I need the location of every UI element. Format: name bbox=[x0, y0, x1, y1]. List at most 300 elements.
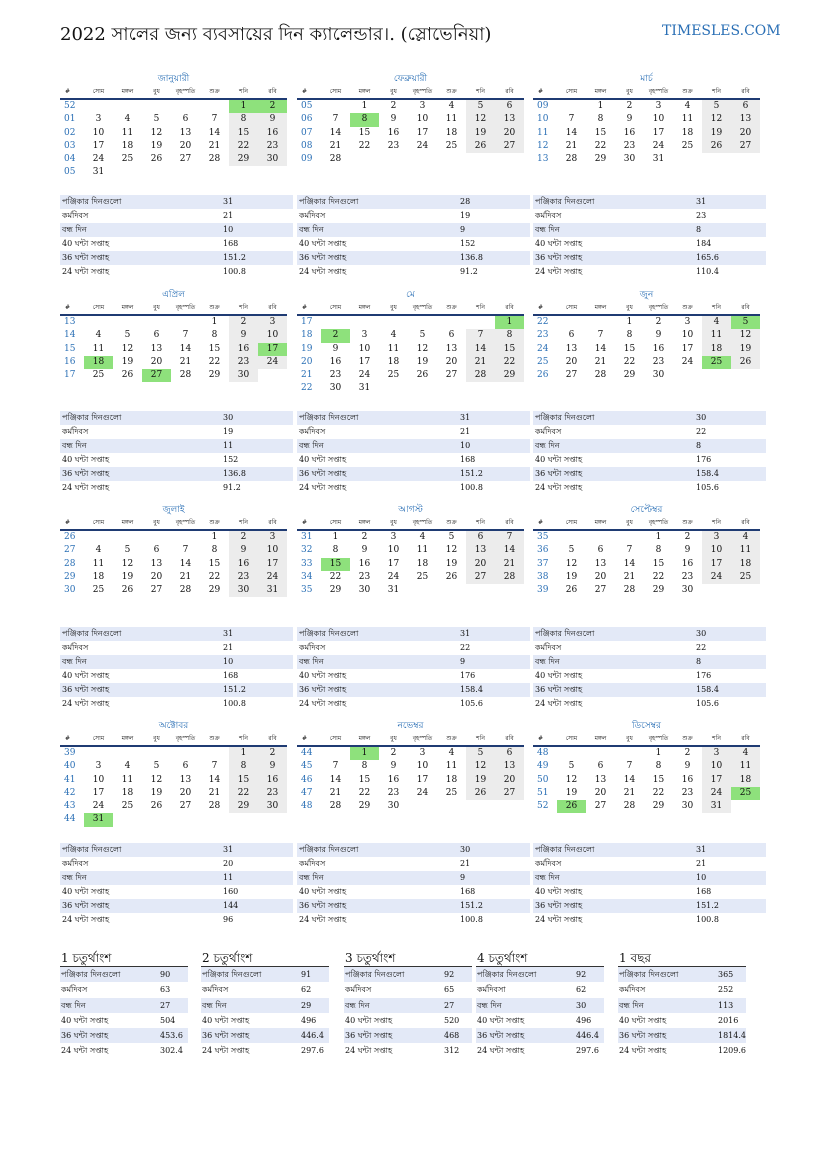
day-cell bbox=[142, 315, 171, 329]
day-cell bbox=[495, 584, 524, 597]
stat-value: 158.4 bbox=[694, 683, 766, 697]
day-cell: 10 bbox=[258, 329, 287, 342]
weekday-header: শুক্র bbox=[200, 86, 229, 99]
weekday-header: শনি bbox=[466, 86, 495, 99]
week-row bbox=[60, 571, 287, 584]
stat-value: 27 bbox=[443, 998, 472, 1013]
stat-value: 168 bbox=[460, 455, 476, 464]
day-cell: 29 bbox=[329, 585, 342, 596]
day-cell: 28 bbox=[208, 154, 221, 165]
day-cell: 20 bbox=[466, 558, 495, 571]
stat-value: 29 bbox=[300, 998, 329, 1013]
stat-label: 36 ঘন্টা সপ্তাহ bbox=[201, 1028, 300, 1043]
weekday-header: বৃহস্পতি bbox=[644, 86, 673, 99]
stat-value: 158.4 bbox=[694, 467, 766, 481]
stat-label: 40 ঘন্টা সপ্তাহ bbox=[477, 1015, 525, 1025]
week-number: 15 bbox=[64, 343, 76, 354]
day-cell: 16 bbox=[681, 558, 694, 569]
stat-label: 40 ঘন্টা সপ্তাহ bbox=[299, 887, 347, 896]
weekday-header: শুক্র bbox=[673, 517, 702, 530]
day-cell: 30 bbox=[258, 800, 287, 813]
stat-label: 24 ঘন্টা সপ্তাহ bbox=[477, 1046, 525, 1056]
stat-value: 365 bbox=[717, 967, 746, 982]
day-cell: 19 bbox=[150, 787, 163, 798]
month-table bbox=[533, 86, 760, 166]
day-cell bbox=[702, 369, 731, 382]
month-name: জুলাই bbox=[162, 505, 185, 515]
day-cell: 2 bbox=[684, 532, 691, 542]
day-cell bbox=[379, 315, 408, 329]
day-cell: 25 bbox=[121, 801, 134, 812]
stat-row bbox=[618, 967, 746, 982]
stat-value: 152 bbox=[460, 239, 476, 248]
week-row bbox=[533, 343, 760, 356]
stat-row bbox=[297, 655, 530, 669]
stat-value: 144 bbox=[221, 899, 293, 913]
day-cell: 11 bbox=[445, 114, 458, 125]
stat-value: 176 bbox=[696, 455, 712, 464]
stat-label: পঞ্জিকার দিনগুলো bbox=[533, 627, 694, 641]
day-cell: 16 bbox=[387, 127, 400, 138]
week-row bbox=[297, 382, 524, 395]
stat-value: 31 bbox=[221, 843, 293, 857]
stat-label: 40 ঘন্টা সপ্তাহ bbox=[61, 1015, 109, 1025]
week-number: 33 bbox=[301, 558, 313, 569]
day-cell bbox=[321, 746, 350, 760]
week-number: 10 bbox=[537, 114, 549, 125]
weekday-header: শনি bbox=[702, 517, 731, 530]
stat-row bbox=[533, 251, 766, 265]
month-stats bbox=[297, 195, 530, 279]
weekday-header: শুক্র bbox=[673, 302, 702, 315]
stat-value: 176 bbox=[696, 671, 712, 680]
day-cell: 8 bbox=[332, 545, 339, 556]
stat-value: 92 bbox=[443, 967, 472, 982]
day-cell: 21 bbox=[208, 787, 221, 798]
stat-value: 31 bbox=[694, 843, 766, 857]
week-row bbox=[60, 584, 287, 597]
stat-value: 8 bbox=[694, 223, 766, 237]
day-cell bbox=[702, 584, 731, 597]
week-number: 14 bbox=[64, 330, 76, 341]
month-name: এপ্রিল bbox=[162, 290, 185, 300]
day-cell: 28 bbox=[179, 585, 192, 596]
stat-value: 446.4 bbox=[300, 1028, 329, 1043]
day-cell: 19 bbox=[466, 774, 495, 787]
stat-row bbox=[476, 982, 604, 997]
stat-row bbox=[533, 655, 766, 669]
day-cell: 16 bbox=[229, 558, 258, 571]
day-cell: 9 bbox=[332, 343, 339, 354]
week-number: 26 bbox=[537, 370, 549, 381]
day-cell: 25 bbox=[731, 571, 760, 584]
day-cell bbox=[673, 153, 702, 166]
day-cell bbox=[408, 153, 437, 166]
day-cell: 1 bbox=[350, 746, 379, 760]
stat-row bbox=[60, 669, 293, 683]
stat-label: 24 ঘন্টা সপ্তাহ bbox=[62, 915, 110, 924]
day-cell: 8 bbox=[350, 113, 379, 126]
day-cell: 12 bbox=[150, 774, 163, 785]
weekday-header: শুক্র bbox=[673, 86, 702, 99]
week-row bbox=[297, 558, 524, 571]
day-cell bbox=[142, 530, 171, 544]
day-cell: 13 bbox=[179, 774, 192, 785]
weekday-header: বুধ bbox=[142, 302, 171, 315]
day-cell: 27 bbox=[731, 140, 760, 153]
week-row bbox=[297, 774, 524, 787]
day-cell: 29 bbox=[229, 800, 258, 813]
stat-value: 96 bbox=[223, 915, 234, 924]
stat-label: কর্মদিবস bbox=[535, 427, 562, 436]
month-name: মে bbox=[406, 290, 415, 300]
stat-value: 31 bbox=[221, 627, 293, 641]
week-row bbox=[533, 369, 760, 382]
day-cell: 26 bbox=[121, 370, 134, 381]
day-cell: 30 bbox=[652, 370, 665, 381]
day-cell bbox=[557, 530, 586, 544]
day-cell: 18 bbox=[702, 343, 731, 356]
stat-value: 21 bbox=[223, 643, 234, 652]
stat-row bbox=[60, 237, 293, 251]
week-row bbox=[297, 787, 524, 800]
month-calendar bbox=[60, 719, 287, 827]
weekday-header: রবি bbox=[731, 517, 760, 530]
day-cell: 11 bbox=[387, 343, 400, 354]
stat-label: 24 ঘন্টা সপ্তাহ bbox=[61, 1046, 109, 1056]
week-row bbox=[297, 760, 524, 773]
stat-row bbox=[297, 467, 530, 481]
stat-label: বন্ধ দিন bbox=[297, 223, 458, 237]
day-cell: 29 bbox=[652, 801, 665, 812]
stat-value: 105.6 bbox=[696, 699, 719, 708]
day-cell: 30 bbox=[229, 584, 258, 597]
stat-label: পঞ্জিকার দিনগুলো bbox=[201, 967, 300, 982]
stat-label: 24 ঘন্টা সপ্তাহ bbox=[535, 915, 583, 924]
day-cell: 14 bbox=[623, 774, 636, 785]
week-number: 07 bbox=[301, 127, 313, 138]
day-cell: 21 bbox=[594, 356, 607, 367]
day-cell: 14 bbox=[594, 343, 607, 354]
day-cell bbox=[113, 746, 142, 760]
weekday-header: সোম bbox=[321, 86, 350, 99]
day-cell: 16 bbox=[258, 127, 287, 140]
stat-row bbox=[533, 843, 766, 857]
weekday-header: সোম bbox=[557, 733, 586, 746]
stat-row bbox=[533, 913, 766, 927]
day-cell: 25 bbox=[445, 140, 458, 151]
stat-row bbox=[297, 439, 530, 453]
day-cell: 2 bbox=[229, 530, 258, 544]
stat-row bbox=[60, 641, 293, 655]
day-cell: 27 bbox=[150, 585, 163, 596]
day-cell: 6 bbox=[182, 114, 189, 125]
week-number: 20 bbox=[301, 356, 313, 367]
month-table bbox=[60, 302, 287, 382]
day-cell: 13 bbox=[594, 774, 607, 785]
day-cell bbox=[437, 315, 466, 329]
weekday-header: সোম bbox=[84, 86, 113, 99]
week-row bbox=[533, 544, 760, 557]
stat-row bbox=[297, 251, 530, 265]
stat-value: 90 bbox=[159, 967, 188, 982]
period-summary bbox=[476, 950, 604, 1059]
stat-value: 91.2 bbox=[223, 483, 241, 492]
stat-row bbox=[297, 627, 530, 641]
day-cell: 26 bbox=[557, 800, 586, 813]
day-cell bbox=[84, 99, 113, 113]
week-row bbox=[533, 315, 760, 329]
week-row bbox=[297, 544, 524, 557]
day-cell: 22 bbox=[594, 140, 607, 151]
day-cell bbox=[84, 530, 113, 544]
stat-value: 151.2 bbox=[458, 899, 530, 913]
stat-label: কর্মদিবস bbox=[299, 427, 326, 436]
site-link[interactable]: TIMESLES.COM bbox=[662, 23, 781, 39]
stat-value: 1814.4 bbox=[717, 1028, 746, 1043]
month-calendar bbox=[60, 503, 287, 597]
day-cell: 27 bbox=[466, 571, 495, 584]
day-cell: 30 bbox=[387, 801, 400, 812]
week-number: 21 bbox=[301, 370, 313, 381]
weekday-header: রবি bbox=[731, 302, 760, 315]
week-row bbox=[533, 584, 760, 597]
stat-value: 65 bbox=[444, 985, 455, 995]
stat-row bbox=[201, 982, 329, 997]
day-cell: 17 bbox=[92, 787, 105, 798]
week-row bbox=[533, 571, 760, 584]
week-row bbox=[60, 140, 287, 153]
week-row bbox=[297, 584, 524, 597]
day-cell: 12 bbox=[121, 558, 134, 569]
day-cell: 3 bbox=[702, 746, 731, 760]
day-cell: 8 bbox=[655, 761, 662, 772]
week-number: 09 bbox=[301, 154, 313, 165]
weekday-header: বৃহস্পতি bbox=[644, 733, 673, 746]
day-cell: 16 bbox=[681, 774, 694, 785]
stat-label: কর্মদিবস bbox=[62, 859, 89, 868]
weekday-header: বুধ bbox=[379, 517, 408, 530]
day-cell: 26 bbox=[466, 140, 495, 153]
weekday-header: বুধ bbox=[615, 733, 644, 746]
day-cell: 2 bbox=[321, 329, 350, 342]
day-cell: 18 bbox=[731, 558, 760, 571]
day-cell: 16 bbox=[652, 343, 665, 354]
stat-label: কর্মদিবস bbox=[61, 985, 88, 995]
stat-row bbox=[533, 209, 766, 223]
day-cell: 24 bbox=[702, 787, 731, 800]
stat-label: বন্ধ দিন bbox=[60, 439, 221, 453]
weekday-header: # bbox=[533, 302, 557, 315]
day-cell: 18 bbox=[121, 787, 134, 798]
day-cell: 4 bbox=[702, 315, 731, 329]
weekday-header: বুধ bbox=[615, 86, 644, 99]
day-cell bbox=[615, 746, 644, 760]
weekday-header: বৃহস্পতি bbox=[644, 302, 673, 315]
day-cell: 22 bbox=[358, 787, 371, 798]
stat-row bbox=[344, 1013, 472, 1028]
stat-label: 36 ঘন্টা সপ্তাহ bbox=[60, 1028, 159, 1043]
weekday-header: মঙ্গল bbox=[350, 302, 379, 315]
day-cell: 9 bbox=[258, 760, 287, 773]
month-table bbox=[297, 86, 524, 166]
month-calendar bbox=[297, 503, 524, 597]
day-cell: 8 bbox=[655, 545, 662, 556]
day-cell: 20 bbox=[179, 787, 192, 798]
weekday-header: বৃহস্পতি bbox=[171, 733, 200, 746]
stat-value: 151.2 bbox=[221, 251, 293, 265]
stat-row bbox=[60, 998, 188, 1013]
month-table bbox=[297, 733, 524, 813]
weekday-header: সোম bbox=[321, 733, 350, 746]
stat-value: 252 bbox=[718, 985, 734, 995]
day-cell bbox=[113, 99, 142, 113]
day-cell bbox=[437, 584, 466, 597]
day-cell: 27 bbox=[445, 370, 458, 381]
week-row bbox=[60, 127, 287, 140]
month-table bbox=[533, 733, 760, 813]
day-cell: 4 bbox=[390, 330, 397, 341]
weekday-header: সোম bbox=[557, 302, 586, 315]
day-cell: 26 bbox=[565, 585, 578, 596]
week-row bbox=[60, 153, 287, 166]
weekday-header: বুধ bbox=[142, 517, 171, 530]
weekday-header: বুধ bbox=[142, 86, 171, 99]
day-cell: 22 bbox=[229, 787, 258, 800]
day-cell: 2 bbox=[390, 101, 397, 111]
day-cell bbox=[200, 746, 229, 760]
stat-row bbox=[297, 857, 530, 871]
day-cell: 1 bbox=[332, 532, 339, 542]
day-cell bbox=[84, 315, 113, 329]
stat-label: পঞ্জিকার দিনগুলো bbox=[60, 195, 221, 209]
stat-value: 302.4 bbox=[160, 1046, 183, 1056]
stat-label: পঞ্জিকার দিনগুলো bbox=[533, 195, 694, 209]
week-row bbox=[297, 369, 524, 382]
day-cell: 9 bbox=[626, 114, 633, 125]
stat-row bbox=[533, 697, 766, 711]
weekday-header: বৃহস্পতি bbox=[171, 302, 200, 315]
week-number: 22 bbox=[301, 383, 313, 394]
day-cell: 18 bbox=[731, 774, 760, 787]
day-cell: 13 bbox=[594, 558, 607, 569]
day-cell: 21 bbox=[623, 787, 636, 798]
day-cell: 22 bbox=[652, 571, 665, 582]
day-cell: 10 bbox=[416, 114, 429, 125]
stat-value: 158.4 bbox=[458, 683, 530, 697]
weekday-header: # bbox=[533, 517, 557, 530]
stat-row bbox=[60, 425, 293, 439]
stat-row bbox=[297, 871, 530, 885]
day-cell: 23 bbox=[258, 787, 287, 800]
day-cell: 30 bbox=[358, 585, 371, 596]
week-row bbox=[297, 113, 524, 126]
week-number: 47 bbox=[301, 787, 313, 798]
week-row bbox=[60, 813, 287, 826]
day-cell bbox=[731, 369, 760, 382]
day-cell: 25 bbox=[702, 356, 731, 369]
day-cell bbox=[702, 153, 731, 166]
stat-value: 8 bbox=[694, 655, 766, 669]
day-cell bbox=[171, 315, 200, 329]
stat-row bbox=[618, 982, 746, 997]
weekday-header: # bbox=[297, 517, 321, 530]
stat-row bbox=[476, 1013, 604, 1028]
stat-value: 30 bbox=[694, 411, 766, 425]
day-cell: 19 bbox=[121, 356, 134, 367]
weekday-header: মঙ্গল bbox=[113, 86, 142, 99]
week-row bbox=[533, 113, 760, 126]
stat-row bbox=[297, 453, 530, 467]
day-cell: 26 bbox=[121, 585, 134, 596]
stat-label: 24 ঘন্টা সপ্তাহ bbox=[299, 915, 347, 924]
day-cell: 5 bbox=[568, 761, 575, 772]
day-cell bbox=[586, 530, 615, 544]
week-row bbox=[60, 356, 287, 369]
month-table bbox=[60, 733, 287, 827]
month-calendar bbox=[297, 72, 524, 166]
week-row bbox=[297, 343, 524, 356]
stat-row bbox=[60, 1028, 188, 1043]
stat-value: 10 bbox=[221, 655, 293, 669]
week-number: 05 bbox=[64, 167, 76, 178]
day-cell: 18 bbox=[92, 571, 105, 582]
week-number: 12 bbox=[537, 140, 549, 151]
stat-row bbox=[60, 265, 293, 279]
day-cell: 30 bbox=[258, 153, 287, 166]
stat-value: 100.8 bbox=[460, 483, 483, 492]
stat-value: 151.2 bbox=[221, 683, 293, 697]
weekday-header: সোম bbox=[321, 302, 350, 315]
day-cell: 17 bbox=[258, 343, 287, 356]
day-cell bbox=[408, 584, 437, 597]
day-cell bbox=[731, 800, 760, 813]
stat-row bbox=[60, 453, 293, 467]
stat-row bbox=[533, 265, 766, 279]
week-number: 30 bbox=[64, 585, 76, 596]
month-stats bbox=[60, 627, 293, 711]
stat-row bbox=[297, 223, 530, 237]
day-cell: 7 bbox=[626, 545, 633, 556]
stat-row bbox=[344, 1043, 472, 1058]
day-cell: 26 bbox=[416, 370, 429, 381]
week-number: 03 bbox=[64, 140, 76, 151]
week-row bbox=[60, 544, 287, 557]
day-cell: 9 bbox=[390, 114, 397, 125]
day-cell: 21 bbox=[565, 140, 578, 151]
day-cell: 6 bbox=[182, 761, 189, 772]
day-cell: 15 bbox=[623, 343, 636, 354]
weekday-header: শনি bbox=[466, 302, 495, 315]
week-row bbox=[533, 530, 760, 544]
day-cell: 29 bbox=[208, 585, 221, 596]
stat-value: 30 bbox=[575, 998, 604, 1013]
month-calendar bbox=[297, 719, 524, 813]
week-number: 41 bbox=[64, 774, 76, 785]
day-cell: 30 bbox=[681, 585, 694, 596]
day-cell: 18 bbox=[681, 127, 694, 138]
week-number: 38 bbox=[537, 571, 549, 582]
stat-row bbox=[60, 223, 293, 237]
day-cell: 18 bbox=[387, 356, 400, 367]
day-cell: 10 bbox=[416, 761, 429, 772]
stat-row bbox=[533, 439, 766, 453]
week-number: 35 bbox=[537, 532, 549, 542]
day-cell: 5 bbox=[124, 330, 131, 341]
day-cell: 10 bbox=[92, 127, 105, 138]
stat-label: পঞ্জিকার দিনগুলো bbox=[60, 627, 221, 641]
stat-row bbox=[60, 467, 293, 481]
